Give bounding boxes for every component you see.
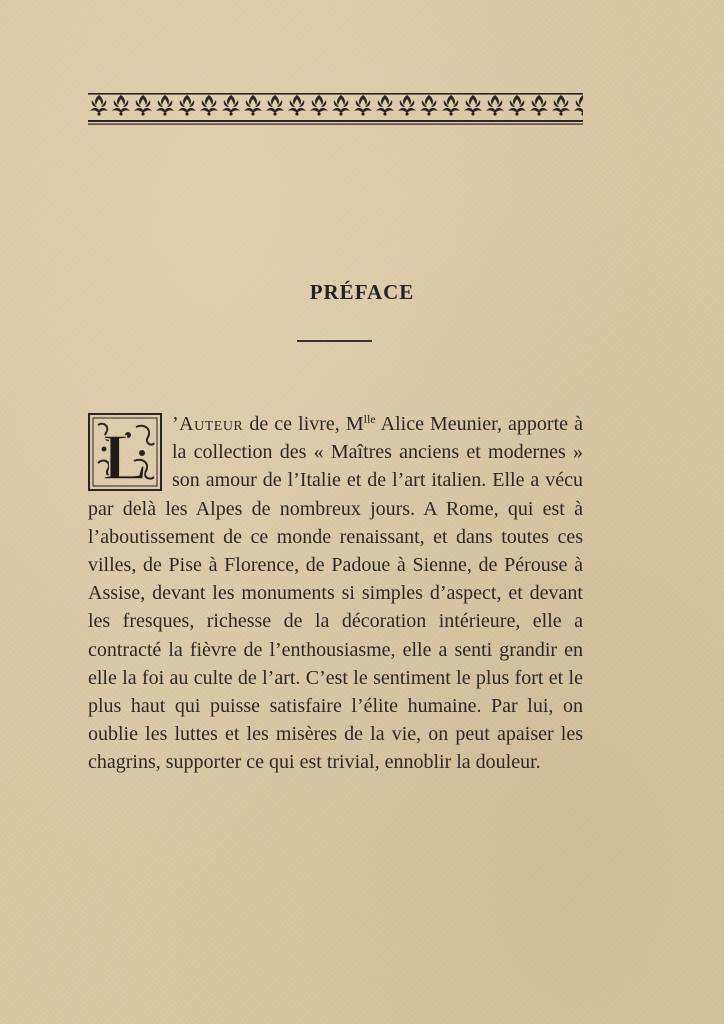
paragraph-text-body: Alice Meunier, apporte à la collection des « Maîtres anciens et modernes » son amour de l’Italie et de l’art italien. Elle a vécu par delà les Alpes de nombreux jours. A Rome, qui est à l’aboutissement de ce monde renaissant, et dans toutes ces villes, de Pise à Florence, de Padoue à Sienne, de Pérouse à Assise, devant les monuments si simples d’aspect, et devant les fresques, richesse de la décoration intérieure, elle a contracté la fièvre de l’enthousiasme, elle a senti grandir en elle la foi au culte de l’art. C’est le sentiment le plus fort et le plus haut qui puisse satisfaire l’élite humaine. Par lui, on oublie les luttes et les misères de la vie, on peut apaiser les chagrins, supporter ce qui est trivial, ennoblir la douleur.	[88, 413, 583, 774]
opening-word: ’Auteur	[172, 413, 244, 435]
title-divider	[297, 340, 372, 342]
honorific-superscript: lle	[363, 412, 376, 426]
paragraph-text-lead: de ce livre, M	[243, 413, 364, 435]
fleuron-border-ornament	[88, 92, 583, 126]
decorated-initial-letter	[88, 413, 162, 491]
page-title: PRÉFACE	[309, 280, 415, 304]
preface-paragraph	[88, 410, 583, 777]
drop-cap-letter: L	[102, 421, 148, 491]
